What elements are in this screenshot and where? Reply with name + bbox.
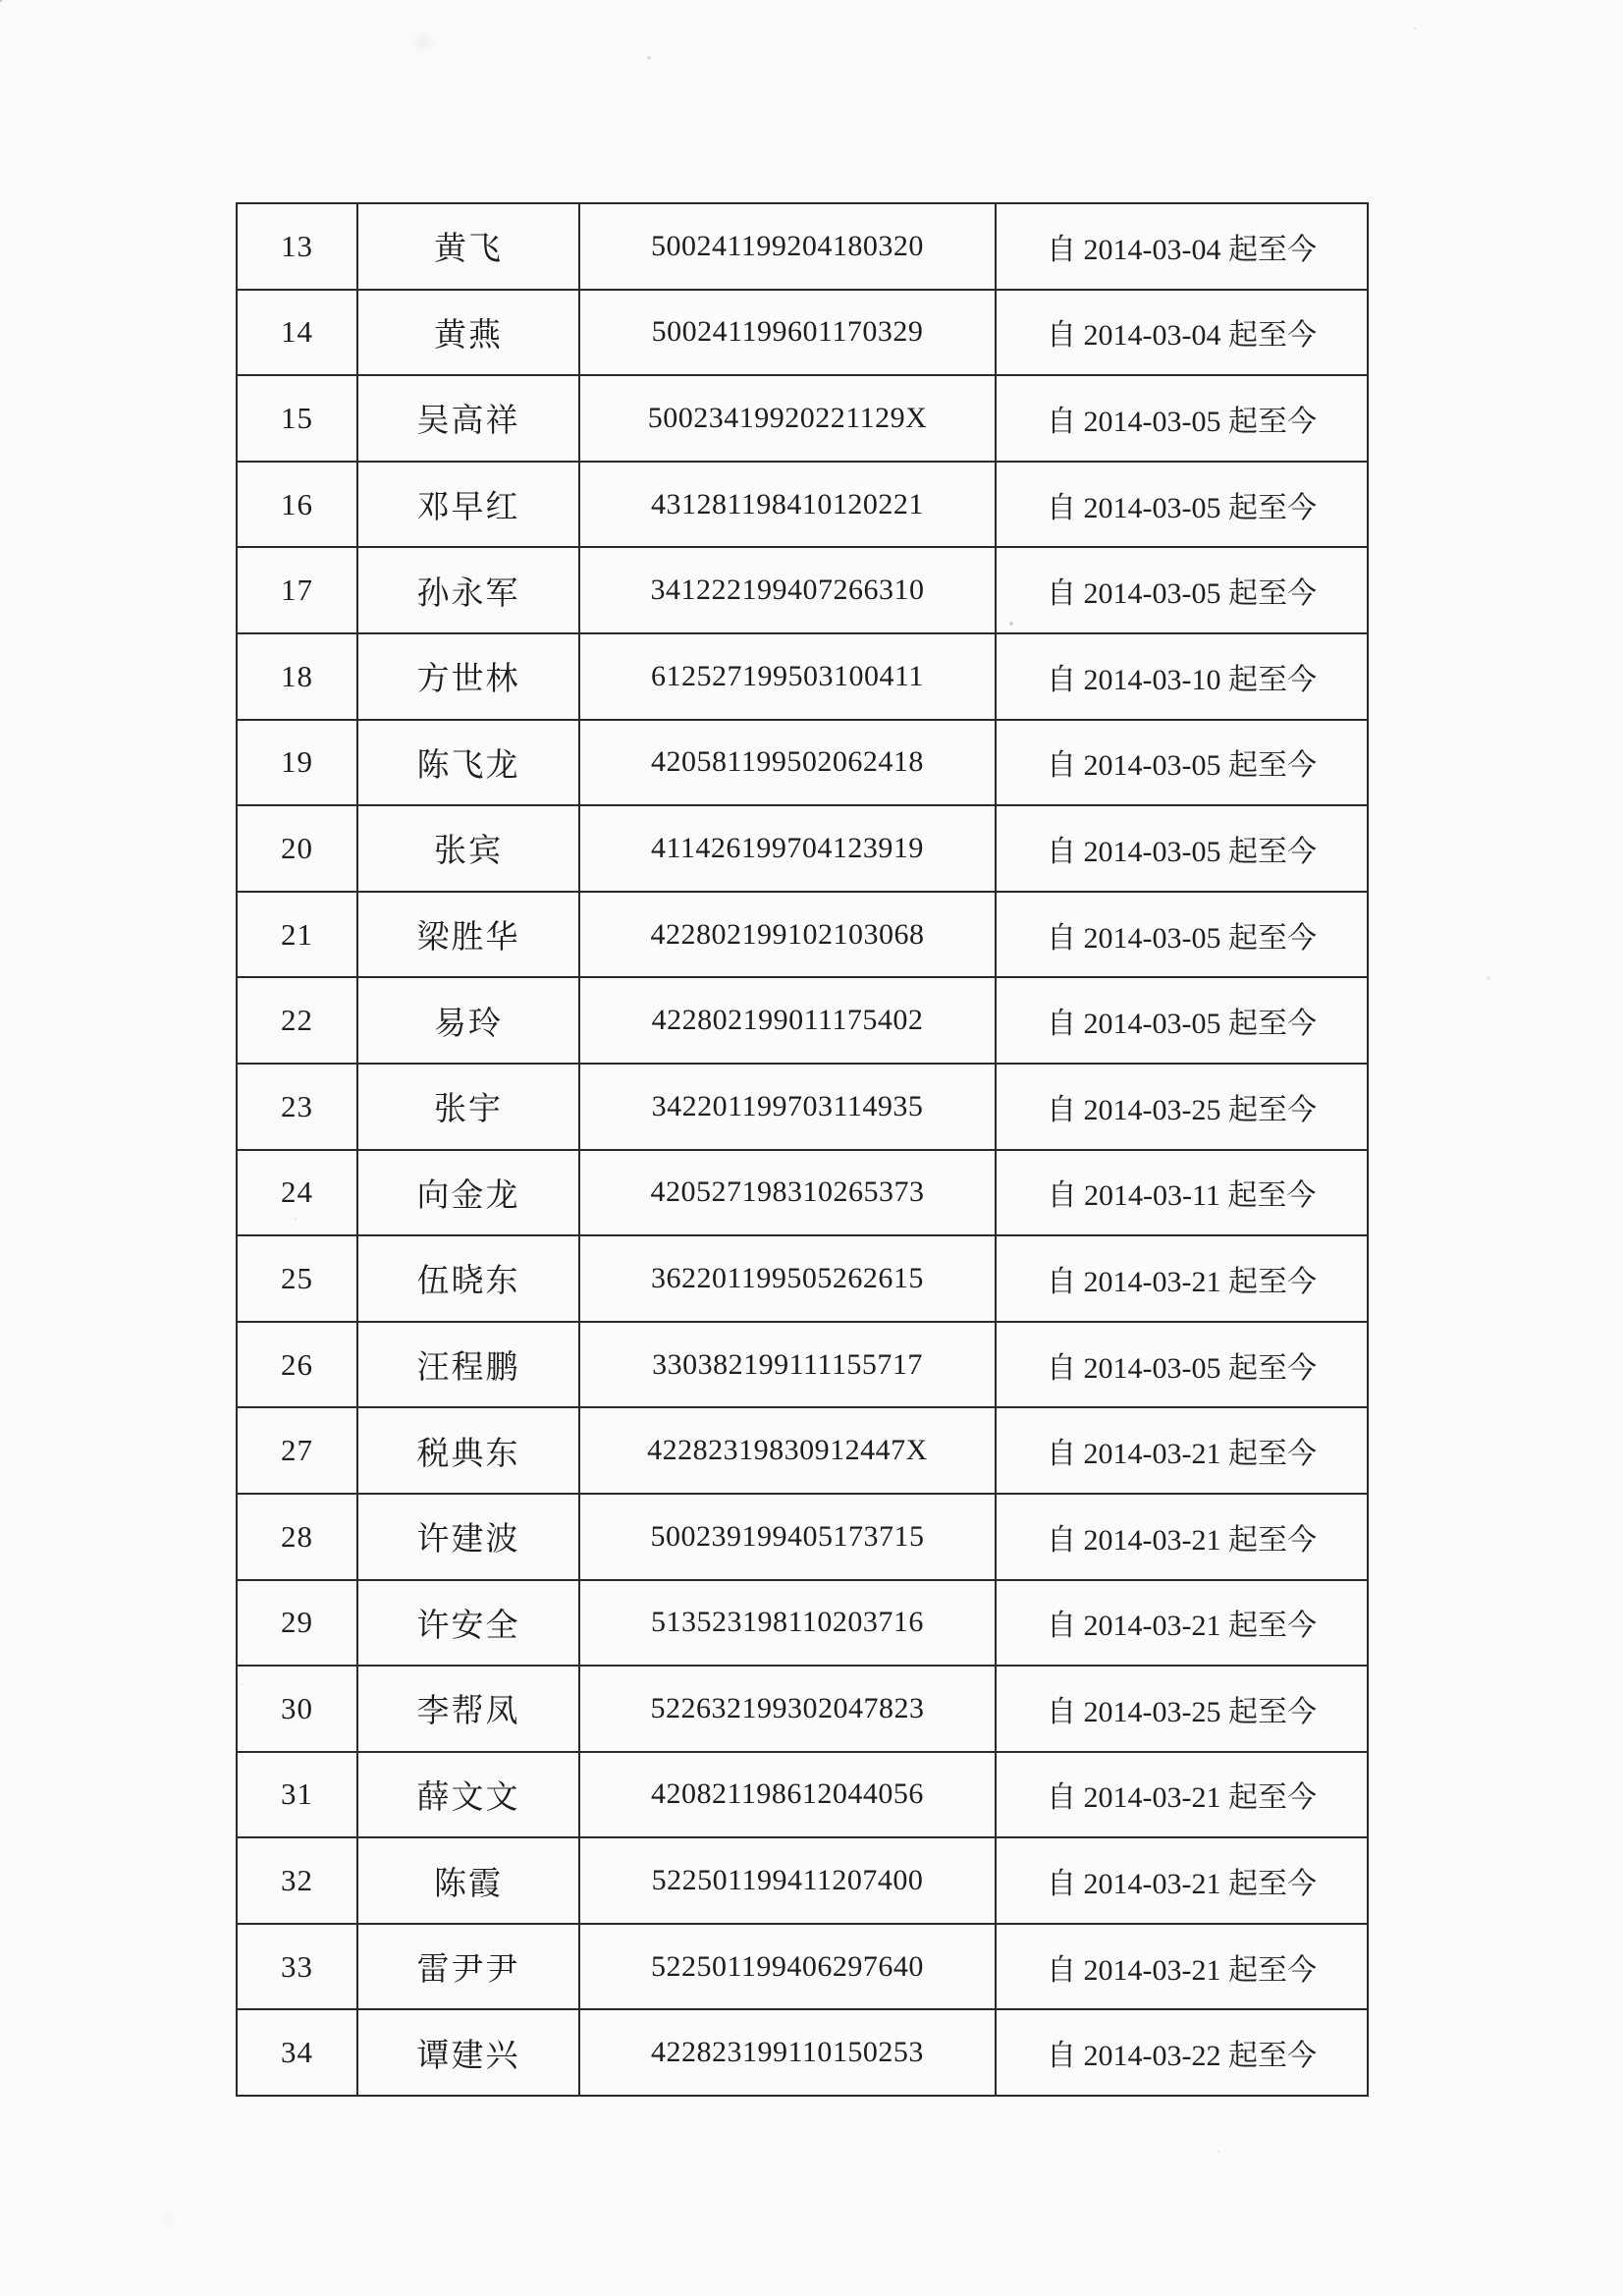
- cell-name: 伍晓东: [357, 1235, 579, 1322]
- cell-name: 邓早红: [357, 462, 579, 548]
- cell-name: 黄飞: [357, 203, 579, 290]
- cell-id-number: 422802199102103068: [579, 892, 996, 978]
- cell-id-number: 341222199407266310: [579, 547, 996, 633]
- cell-id-number: 50023419920221129X: [579, 375, 996, 462]
- cell-period: 自 2014-03-21 起至今: [996, 1407, 1368, 1494]
- cell-name: 向金龙: [357, 1150, 579, 1236]
- cell-id-number: 612527199503100411: [579, 633, 996, 720]
- roster-table: [236, 202, 1369, 2097]
- cell-row-number: 34: [237, 2009, 357, 2096]
- table-row: [237, 1666, 1368, 1752]
- cell-period: 自 2014-03-05 起至今: [996, 977, 1368, 1064]
- table-row: [237, 1580, 1368, 1667]
- cell-row-number: 25: [237, 1235, 357, 1322]
- cell-name: 张宾: [357, 805, 579, 892]
- cell-period: 自 2014-03-04 起至今: [996, 203, 1368, 290]
- cell-id-number: 420581199502062418: [579, 720, 996, 806]
- table-row: [237, 1752, 1368, 1838]
- cell-row-number: 20: [237, 805, 357, 892]
- roster-table-body: [237, 203, 1368, 2096]
- cell-name: 谭建兴: [357, 2009, 579, 2096]
- table-row: [237, 892, 1368, 978]
- cell-row-number: 29: [237, 1580, 357, 1667]
- cell-name: 梁胜华: [357, 892, 579, 978]
- cell-id-number: 422823199110150253: [579, 2009, 996, 2096]
- table-row: [237, 375, 1368, 462]
- cell-name: 税典东: [357, 1407, 579, 1494]
- cell-id-number: 513523198110203716: [579, 1580, 996, 1667]
- cell-id-number: 420527198310265373: [579, 1150, 996, 1236]
- cell-row-number: 28: [237, 1494, 357, 1580]
- cell-row-number: 18: [237, 633, 357, 720]
- cell-period: 自 2014-03-22 起至今: [996, 2009, 1368, 2096]
- cell-id-number: 431281198410120221: [579, 462, 996, 548]
- scan-noise: [0, 0, 2, 2]
- cell-period: 自 2014-03-05 起至今: [996, 1322, 1368, 1408]
- cell-id-number: 342201199703114935: [579, 1064, 996, 1150]
- cell-period: 自 2014-03-21 起至今: [996, 1235, 1368, 1322]
- cell-name: 陈霞: [357, 1837, 579, 1924]
- cell-id-number: 500239199405173715: [579, 1494, 996, 1580]
- table-row: [237, 1837, 1368, 1924]
- cell-period: 自 2014-03-05 起至今: [996, 547, 1368, 633]
- cell-id-number: 522632199302047823: [579, 1666, 996, 1752]
- table-row: [237, 977, 1368, 1064]
- cell-name: 张宇: [357, 1064, 579, 1150]
- cell-period: 自 2014-03-05 起至今: [996, 892, 1368, 978]
- cell-period: 自 2014-03-05 起至今: [996, 805, 1368, 892]
- cell-id-number: 522501199411207400: [579, 1837, 996, 1924]
- table-row: [237, 2009, 1368, 2096]
- cell-id-number: 500241199601170329: [579, 290, 996, 376]
- cell-id-number: 411426199704123919: [579, 805, 996, 892]
- cell-period: 自 2014-03-21 起至今: [996, 1494, 1368, 1580]
- cell-row-number: 24: [237, 1150, 357, 1236]
- cell-id-number: 330382199111155717: [579, 1322, 996, 1408]
- cell-name: 汪程鹏: [357, 1322, 579, 1408]
- cell-period: 自 2014-03-25 起至今: [996, 1064, 1368, 1150]
- table-row: [237, 633, 1368, 720]
- cell-period: 自 2014-03-21 起至今: [996, 1837, 1368, 1924]
- cell-name: 黄燕: [357, 290, 579, 376]
- table-row: [237, 547, 1368, 633]
- cell-id-number: 42282319830912447X: [579, 1407, 996, 1494]
- table-row: [237, 1407, 1368, 1494]
- cell-period: 自 2014-03-05 起至今: [996, 720, 1368, 806]
- table-row: [237, 1064, 1368, 1150]
- cell-row-number: 23: [237, 1064, 357, 1150]
- cell-row-number: 31: [237, 1752, 357, 1838]
- cell-row-number: 14: [237, 290, 357, 376]
- table-row: [237, 1924, 1368, 2010]
- cell-period: 自 2014-03-21 起至今: [996, 1580, 1368, 1667]
- cell-period: 自 2014-03-05 起至今: [996, 462, 1368, 548]
- cell-period: 自 2014-03-11 起至今: [996, 1150, 1368, 1236]
- cell-row-number: 32: [237, 1837, 357, 1924]
- cell-name: 雷尹尹: [357, 1924, 579, 2010]
- cell-name: 孙永军: [357, 547, 579, 633]
- table-row: [237, 1322, 1368, 1408]
- cell-period: 自 2014-03-04 起至今: [996, 290, 1368, 376]
- cell-row-number: 27: [237, 1407, 357, 1494]
- table-row: [237, 1494, 1368, 1580]
- cell-name: 许建波: [357, 1494, 579, 1580]
- cell-row-number: 21: [237, 892, 357, 978]
- cell-row-number: 15: [237, 375, 357, 462]
- cell-name: 方世林: [357, 633, 579, 720]
- cell-row-number: 17: [237, 547, 357, 633]
- table-row: [237, 1235, 1368, 1322]
- cell-period: 自 2014-03-21 起至今: [996, 1924, 1368, 2010]
- table-row: [237, 1150, 1368, 1236]
- table-row: [237, 462, 1368, 548]
- cell-id-number: 522501199406297640: [579, 1924, 996, 2010]
- cell-id-number: 500241199204180320: [579, 203, 996, 290]
- table-row: [237, 720, 1368, 806]
- cell-name: 许安全: [357, 1580, 579, 1667]
- cell-name: 李帮凤: [357, 1666, 579, 1752]
- cell-name: 陈飞龙: [357, 720, 579, 806]
- cell-row-number: 19: [237, 720, 357, 806]
- table-row: [237, 805, 1368, 892]
- table-row: [237, 203, 1368, 290]
- cell-row-number: 26: [237, 1322, 357, 1408]
- cell-period: 自 2014-03-25 起至今: [996, 1666, 1368, 1752]
- table-row: [237, 290, 1368, 376]
- cell-row-number: 33: [237, 1924, 357, 2010]
- cell-id-number: 362201199505262615: [579, 1235, 996, 1322]
- cell-row-number: 30: [237, 1666, 357, 1752]
- cell-row-number: 22: [237, 977, 357, 1064]
- cell-name: 吴高祥: [357, 375, 579, 462]
- cell-period: 自 2014-03-10 起至今: [996, 633, 1368, 720]
- cell-name: 易玲: [357, 977, 579, 1064]
- cell-period: 自 2014-03-21 起至今: [996, 1752, 1368, 1838]
- cell-row-number: 16: [237, 462, 357, 548]
- cell-period: 自 2014-03-05 起至今: [996, 375, 1368, 462]
- cell-row-number: 13: [237, 203, 357, 290]
- cell-id-number: 420821198612044056: [579, 1752, 996, 1838]
- cell-id-number: 422802199011175402: [579, 977, 996, 1064]
- cell-name: 薛文文: [357, 1752, 579, 1838]
